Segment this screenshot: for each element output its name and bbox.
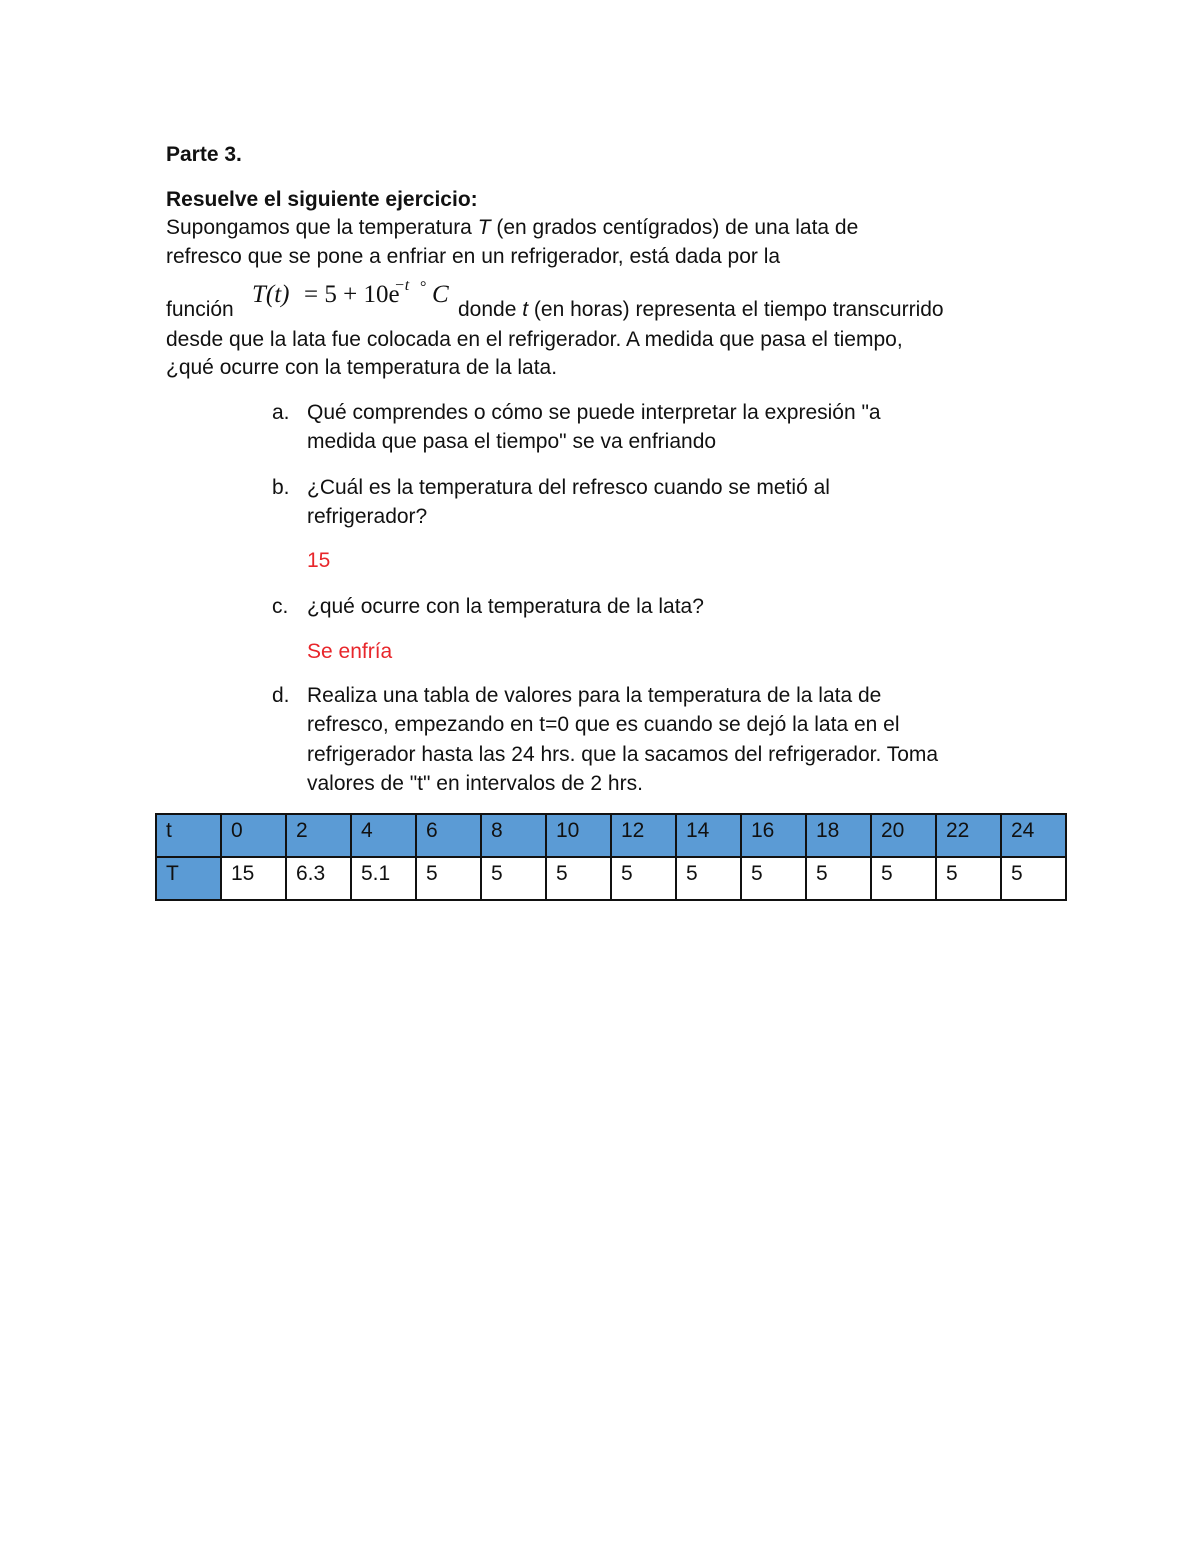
- intro-line-3-end: [458, 295, 944, 324]
- exercise-heading: Resuelve el siguiente ejercicio:: [166, 188, 478, 211]
- intro-line-1: [166, 213, 858, 242]
- answer-b: 15: [307, 549, 331, 572]
- intro-line-4: desde que la lata fue colocada en el refrigerador. A medida que pasa el tiempo,: [166, 328, 903, 351]
- item-a-line-1: Qué comprendes o cómo se puede interpretar la expresión "a: [307, 401, 881, 424]
- item-a-line-2: medida que pasa el tiempo" se va enfriando: [307, 430, 717, 453]
- section-heading: Parte 3.: [166, 143, 242, 166]
- formula-unit: C: [432, 281, 449, 308]
- table-cell: 14: [676, 814, 741, 857]
- table-cell: 0: [221, 814, 286, 857]
- formula-rhs: = 5 + 10e: [304, 281, 400, 308]
- item-d-line-1: Realiza una tabla de valores para la temperatura de la lata de: [307, 684, 882, 707]
- intro-text: Supongamos que la temperatura: [166, 216, 478, 239]
- table-cell: T: [156, 857, 221, 900]
- item-d-line-4: valores de "t" en intervalos de 2 hrs.: [307, 772, 643, 795]
- table-cell: 5: [416, 857, 481, 900]
- table-cell: 2: [286, 814, 351, 857]
- list-marker-a: a.: [272, 401, 290, 424]
- list-marker-b: b.: [272, 476, 290, 499]
- item-c-line-1: ¿qué ocurre con la temperatura de la lata?: [307, 595, 704, 618]
- table-cell: 5: [806, 857, 871, 900]
- item-d-line-3: refrigerador hasta las 24 hrs. que la sacamos del refrigerador. Toma: [307, 743, 939, 766]
- item-b-line-1: ¿Cuál es la temperatura del refresco cuando se metió al: [307, 476, 830, 499]
- intro-text: (en grados centígrados) de una lata de: [490, 216, 859, 239]
- intro-text: (en horas) representa el tiempo transcurrido: [528, 298, 944, 321]
- variable-t: t: [522, 298, 529, 321]
- table-cell: 5: [481, 857, 546, 900]
- table-cell: 6: [416, 814, 481, 857]
- formula-exponent: −t: [394, 277, 410, 294]
- table-cell: 4: [351, 814, 416, 857]
- table-cell: 16: [741, 814, 806, 857]
- list-marker-d: d.: [272, 684, 290, 707]
- temperature-formula: [252, 277, 449, 317]
- intro-line-3-start: función: [166, 298, 234, 321]
- table-row-t: [156, 814, 1066, 857]
- table-cell: 12: [611, 814, 676, 857]
- table-cell: 8: [481, 814, 546, 857]
- table-cell: 5.1: [351, 857, 416, 900]
- table-cell: 10: [546, 814, 611, 857]
- table-cell: 5: [936, 857, 1001, 900]
- table-cell: 22: [936, 814, 1001, 857]
- answer-c: Se enfría: [307, 640, 393, 663]
- table-cell: 5: [676, 857, 741, 900]
- table-cell: 20: [871, 814, 936, 857]
- table-cell: 6.3: [286, 857, 351, 900]
- intro-line-2: refresco que se pone a enfriar en un refrigerador, está dada por la: [166, 245, 781, 268]
- table-cell: 5: [871, 857, 936, 900]
- item-b-line-2: refrigerador?: [307, 505, 428, 528]
- values-table: [155, 813, 1067, 901]
- table-cell: 18: [806, 814, 871, 857]
- table-cell: 5: [611, 857, 676, 900]
- variable-T: T: [477, 216, 491, 239]
- table-cell: 5: [1001, 857, 1066, 900]
- table-row-T: [156, 857, 1066, 900]
- table-cell: 5: [741, 857, 806, 900]
- formula-lhs: T(t): [252, 281, 290, 308]
- table-cell: 15: [221, 857, 286, 900]
- intro-text: donde: [458, 298, 523, 321]
- formula-degree: °: [420, 279, 427, 296]
- table-cell: t: [156, 814, 221, 857]
- table-cell: 24: [1001, 814, 1066, 857]
- item-d-line-2: refresco, empezando en t=0 que es cuando se dejó la lata en el: [307, 713, 900, 736]
- table-cell: 5: [546, 857, 611, 900]
- list-marker-c: c.: [272, 595, 289, 618]
- intro-line-5: ¿qué ocurre con la temperatura de la lata.: [166, 356, 558, 379]
